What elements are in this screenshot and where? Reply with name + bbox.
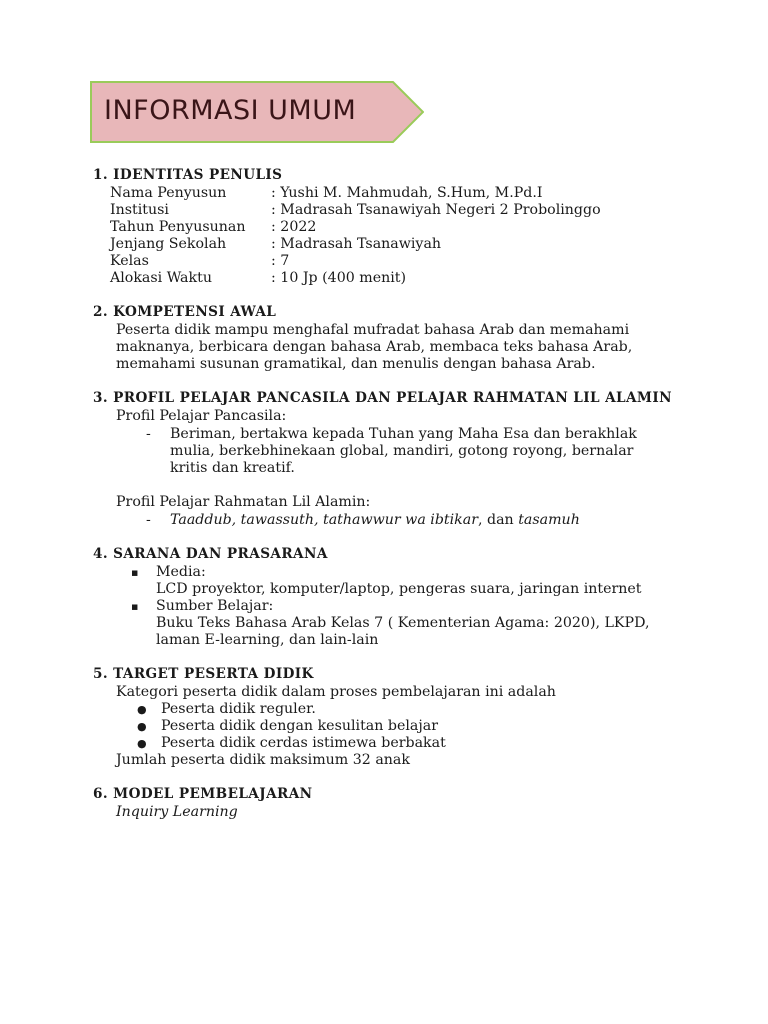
profil-pancasila-label: Profil Pelajar Pancasila: — [116, 408, 287, 424]
section-1-heading: 1. IDENTITAS PENULIS — [93, 167, 283, 183]
label-jenjang-sekolah: Jenjang Sekolah — [110, 236, 227, 252]
media-text: LCD proyektor, komputer/laptop, pengeras suara, jaringan internet — [156, 581, 642, 597]
dash-marker: - — [146, 426, 151, 442]
target-max: Jumlah peserta didik maksimum 32 anak — [116, 752, 410, 768]
kompetensi-line-3: memahami susunan gramatikal, dan menulis dengan bahasa Arab. — [116, 356, 596, 372]
rahmatan-values-connector: , dan — [477, 512, 519, 528]
media-label: Media: — [156, 564, 206, 580]
label-nama-penyusun: Nama Penyusun — [110, 185, 227, 201]
value-tahun-penyusunan: : 2022 — [271, 219, 317, 235]
label-institusi: Institusi — [110, 202, 169, 218]
value-kelas: : 7 — [271, 253, 290, 269]
sumber-label: Sumber Belajar: — [156, 598, 274, 614]
section-2-heading: 2. KOMPETENSI AWAL — [93, 304, 277, 320]
rahmatan-values-italic: Taaddub, tawassuth, tathawwur wa ibtikar — [170, 512, 478, 528]
section-6-heading: 6. MODEL PEMBELAJARAN — [93, 786, 313, 802]
value-nama-penyusun: : Yushi M. Mahmudah, S.Hum, M.Pd.I — [271, 185, 543, 201]
target-item-2: Peserta didik dengan kesulitan belajar — [161, 718, 438, 734]
round-bullet: ● — [137, 703, 147, 716]
sumber-line-1: Buku Teks Bahasa Arab Kelas 7 ( Kementerian Agama: 2020), LKPD, — [156, 615, 650, 631]
pancasila-line-3: kritis dan kreatif. — [170, 460, 295, 476]
kompetensi-line-2: maknanya, berbicara dengan bahasa Arab, membaca teks bahasa Arab, — [116, 339, 633, 355]
section-3-heading: 3. PROFIL PELAJAR PANCASILA DAN PELAJAR RAHMATAN LIL ALAMIN — [93, 390, 672, 406]
square-bullet: ▪ — [131, 600, 139, 613]
round-bullet: ● — [137, 737, 147, 750]
dash-marker: - — [146, 512, 151, 528]
square-bullet: ▪ — [131, 566, 139, 579]
rahmatan-values — [170, 512, 580, 529]
value-alokasi-waktu: : 10 Jp (400 menit) — [271, 270, 407, 286]
profil-rahmatan-label: Profil Pelajar Rahmatan Lil Alamin: — [116, 494, 371, 510]
section-5-heading: 5. TARGET PESERTA DIDIK — [93, 666, 314, 682]
model-value: Inquiry Learning — [116, 804, 238, 820]
rahmatan-values-last: tasamuh — [518, 512, 580, 528]
target-item-3: Peserta didik cerdas istimewa berbakat — [161, 735, 446, 751]
target-item-1: Peserta didik reguler. — [161, 701, 316, 717]
section-banner — [90, 81, 424, 143]
target-intro: Kategori peserta didik dalam proses pembelajaran ini adalah — [116, 684, 556, 700]
value-institusi: : Madrasah Tsanawiyah Negeri 2 Probolinggo — [271, 202, 601, 218]
kompetensi-line-1: Peserta didik mampu menghafal mufradat bahasa Arab dan memahami — [116, 322, 630, 338]
label-tahun-penyusunan: Tahun Penyusunan — [110, 219, 246, 235]
label-kelas: Kelas — [110, 253, 149, 269]
banner-title: INFORMASI UMUM — [104, 95, 357, 126]
sumber-line-2: laman E-learning, dan lain-lain — [156, 632, 379, 648]
pancasila-line-2: mulia, berkebhinekaan global, mandiri, gotong royong, bernalar — [170, 443, 634, 459]
section-4-heading: 4. SARANA DAN PRASARANA — [93, 546, 328, 562]
pancasila-line-1: Beriman, bertakwa kepada Tuhan yang Maha Esa dan berakhlak — [170, 426, 637, 442]
value-jenjang-sekolah: : Madrasah Tsanawiyah — [271, 236, 442, 252]
label-alokasi-waktu: Alokasi Waktu — [110, 270, 212, 286]
round-bullet: ● — [137, 720, 147, 733]
